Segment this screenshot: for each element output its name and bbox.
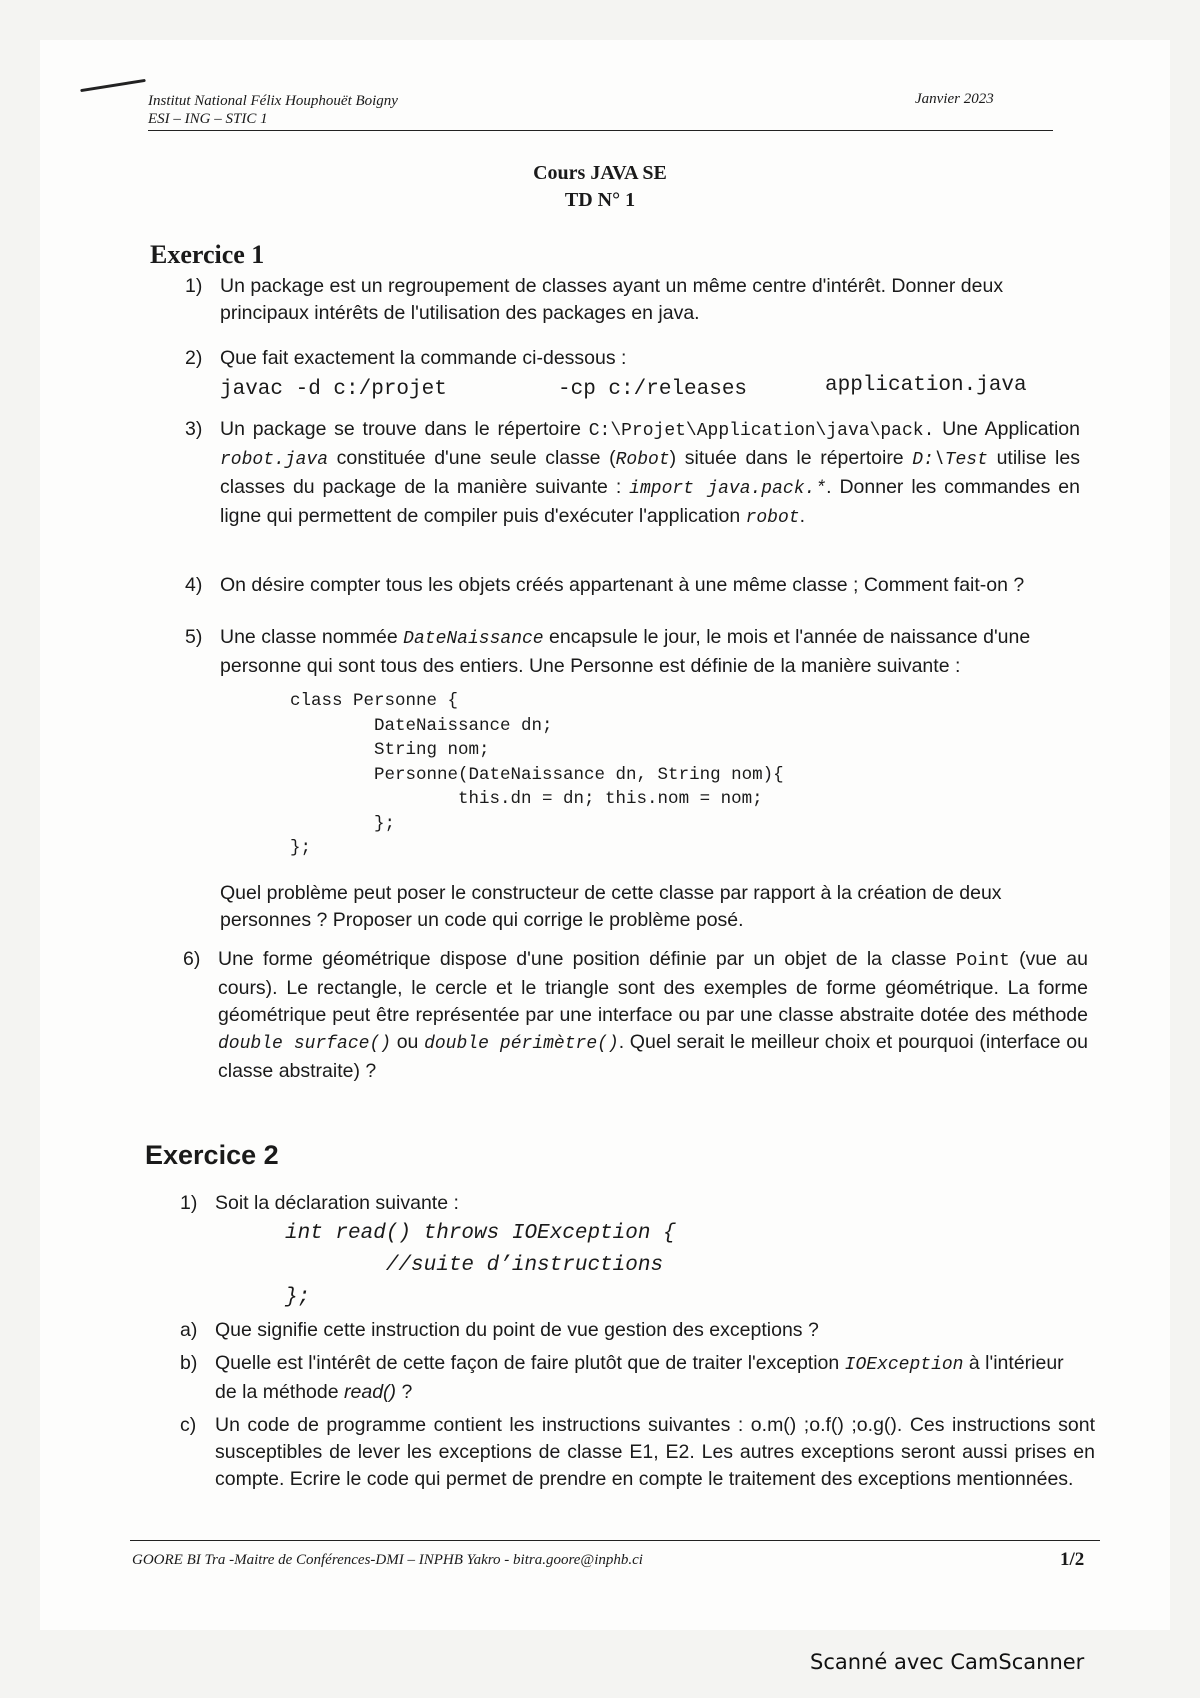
code-line: }; [285,1286,311,1309]
text-segment: encapsule le jour, le mois et l'année de naissance d'une personne qui sont tous des entiers. Une Personne est définie de la manière suivante : [220,626,1031,677]
code-line: DateNaissance dn; [290,715,553,736]
text-segment: ou [391,1031,425,1053]
ex2-question-a [180,1317,1075,1344]
ex1-question-5-followup [220,880,1085,934]
question-letter: b) [180,1352,198,1374]
page-number: 1/2 [1060,1549,1085,1570]
ex1-question-5 [185,624,1080,680]
code-line: this.dn = dn; this.nom = nom; [290,789,763,809]
question-number: 6) [183,948,201,970]
ex2-question-1 [180,1190,1075,1217]
code-line: int read() throws IOException { [285,1222,676,1245]
code-line: }; [290,838,312,858]
text-segment: constituée d'une seule classe ( [328,447,616,469]
header-institution-block [148,92,398,128]
ex1-question-3 [185,416,1080,532]
ex1-question-4 [185,572,1080,599]
exception-name: IOException [844,1355,964,1375]
text-segment: Quelle est l'intérêt de cette façon de faire plutôt que de traiter l'exception [215,1352,845,1374]
code-line: class Personne { [290,691,459,711]
text-segment: Un package se trouve dans le répertoire [220,418,589,440]
class-name: Robot [615,450,670,470]
directory-name: D:\Test [912,450,988,470]
question-number: 4) [185,574,203,596]
text-segment: à l'intérieur de la méthode [215,1352,1064,1403]
question-number: 1) [185,275,203,297]
question-text: Un code de programme contient les instructions suivantes : o.m() ;o.f() ;o.g(). Ces instructions sont susceptibles de lever les exceptions de classe E1, E2. Les autres exceptions seront aussi prises en compte. Ecrire le code qui permet de prendre en compte le traitement des exceptions mentionnées. [215,1414,1095,1490]
ex2-question-b [180,1350,1090,1406]
question-text: Que fait exactement la commande ci-dessous : [220,347,627,369]
text-segment: ? [396,1381,413,1403]
document-title [0,160,1200,214]
header-divider [148,130,1053,131]
text-segment: ) située dans le répertoire [669,447,913,469]
header-date: Janvier 2023 [915,91,994,107]
text-segment: (vue au cours). Le rectangle, le cercle et le triangle sont des exemples de forme géométrique. La forme géométrique peut être représentée par une interface ou par une classe abstraite dotée des méthode [218,948,1088,1026]
class-name: DateNaissance [403,629,544,649]
class-name: Point [955,951,1010,971]
text-segment: Une classe nommée [220,626,404,648]
question-text: Soit la déclaration suivante : [215,1192,459,1214]
text-segment: . Quel serait le meilleur choix et pourquoi (interface ou classe abstraite) ? [218,1031,1088,1082]
exercise-2-title: Exercice 2 [145,1140,279,1170]
text-segment: Une Application [934,418,1080,440]
header-institution: Institut National Félix Houphouët Boigny [148,93,398,109]
code-line: }; [290,813,396,834]
ex1-question-2 [185,345,1075,372]
footer-divider [130,1540,1100,1541]
header-department: ESI – ING – STIC 1 [148,111,268,127]
question-text: Que signifie cette instruction du point de vue gestion des exceptions ? [215,1319,819,1341]
exercise-1-title: Exercice 1 [150,240,265,269]
question-number: 3) [185,418,203,440]
text-segment: utilise les classes du package de la manière suivante : [220,447,1080,498]
ex1-question-1 [185,273,1075,327]
footer-author: GOORE BI Tra -Maitre de Conférences-DMI – INPHB Yakro - bitra.goore@inphb.ci [132,1552,643,1568]
question-number: 2) [185,347,203,369]
ex1-question-6 [183,946,1088,1085]
command-classpath: -cp c:/releases [558,378,748,401]
question-number: 1) [180,1192,198,1214]
code-line: Personne(DateNaissance dn, String nom){ [290,764,784,785]
question-text: Quel problème peut poser le constructeur de cette classe par rapport à la création de deux personnes ? Proposer un code qui corrige le problème posé. [220,882,1002,931]
text-segment: . Donner les commandes en ligne qui permettent de compiler puis d'exécuter l'application [220,476,1080,527]
ex2-question-c [180,1412,1095,1493]
question-text: On désire compter tous les objets créés appartenant à une même classe ; Comment fait-on ? [220,574,1025,596]
camscanner-watermark: Scanné avec CamScanner [810,1650,1085,1674]
text-segment: Une forme géométrique dispose d'une position définie par un objet de la classe [218,948,956,970]
command-source-file: application.java [825,374,1027,397]
command-javac: javac -d c:/projet [220,378,447,401]
method-name: read() [344,1381,397,1403]
import-statement: import java.pack.* [629,479,827,499]
package-path: C:\Projet\Application\java\pack. [588,421,935,441]
code-line: //suite d’instructions [285,1254,664,1277]
method-perimetre: double périmètre() [424,1034,619,1054]
file-name: robot.java [220,450,329,470]
app-name: robot [745,508,800,528]
code-block-read [285,1218,676,1314]
question-letter: a) [180,1319,198,1341]
method-surface: double surface() [218,1034,392,1054]
code-block-personne [290,689,784,861]
code-line: String nom; [290,740,490,760]
question-number: 5) [185,626,203,648]
text-segment: . [799,505,806,527]
question-letter: c) [180,1414,197,1436]
course-title: Cours JAVA SE [533,162,667,184]
question-text: Un package est un regroupement de classes ayant un même centre d'intérêt. Donner deux principaux intérêts de l'utilisation des packages en java. [220,275,1004,324]
td-number: TD N° 1 [564,189,636,211]
